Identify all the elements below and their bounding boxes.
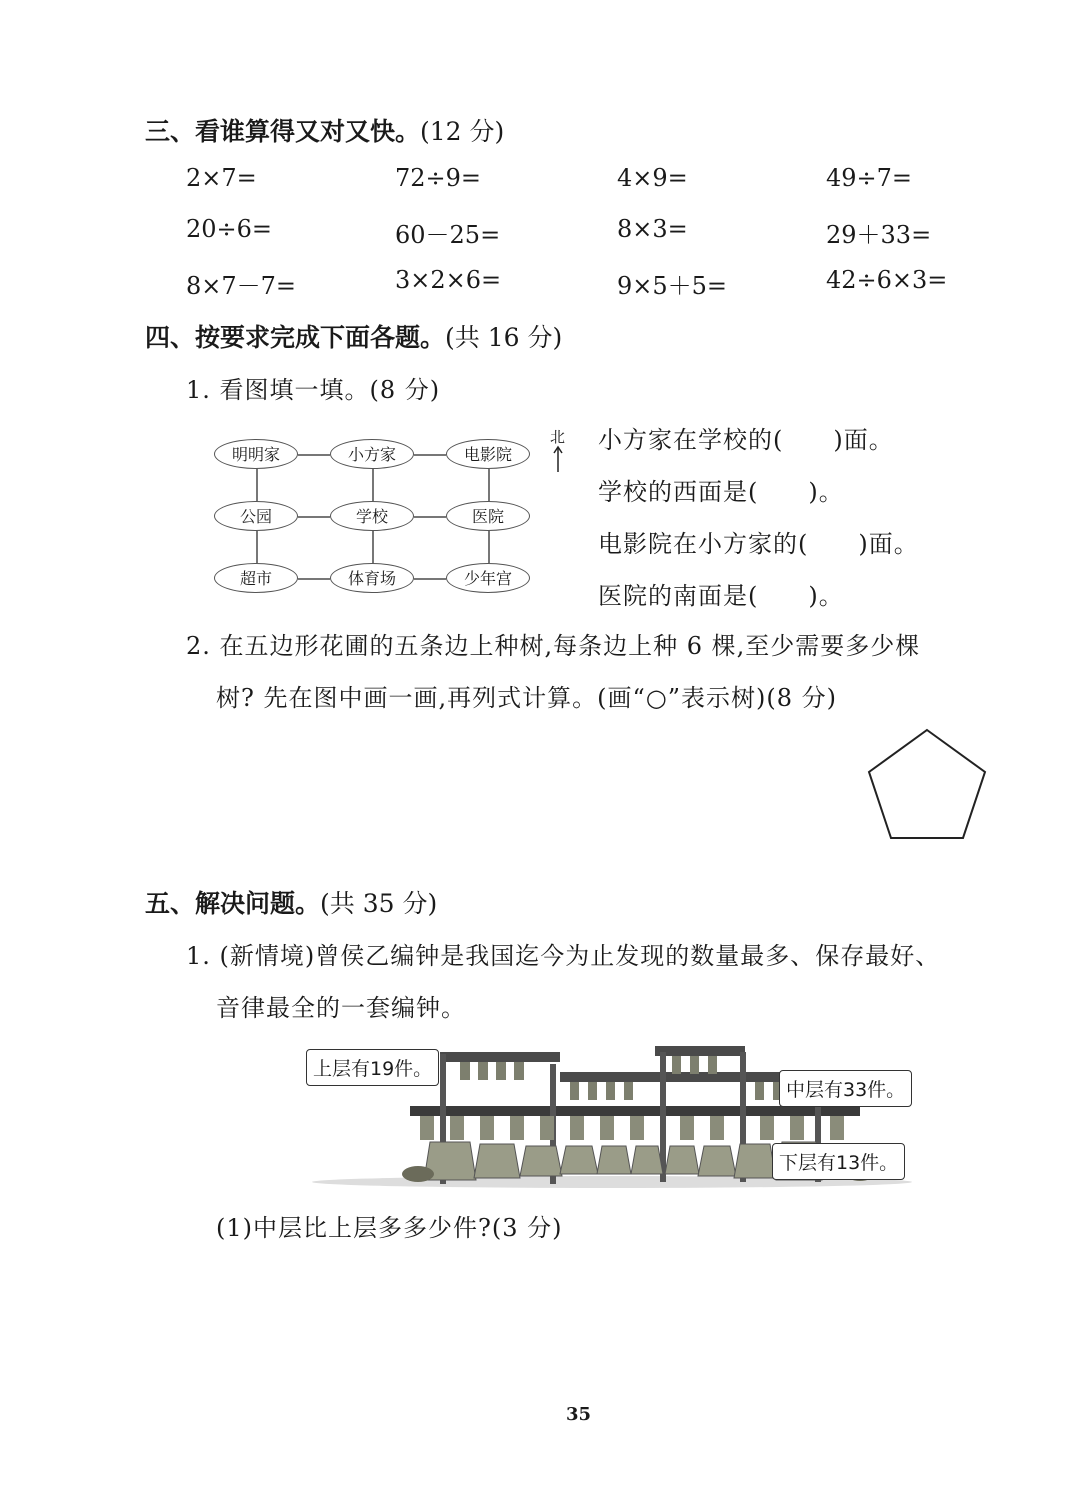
pentagon-garden xyxy=(862,724,992,844)
section-3-title: 三、看谁算得又对又快。 xyxy=(145,117,421,146)
calc-item: 42÷6×3= xyxy=(826,266,948,294)
map-connector xyxy=(298,454,330,456)
north-arrow-icon xyxy=(552,445,564,473)
question-4-2-line-1: 2. 在五边形花圃的五条边上种树,每条边上种 6 棵,至少需要多少棵 xyxy=(186,632,921,660)
fill-blank: 小方家在学校的( )面。 xyxy=(598,426,894,454)
map-node-mingming-home: 明明家 xyxy=(214,439,298,469)
map-connector xyxy=(256,469,258,501)
calc-item: 3×2×6= xyxy=(395,266,502,294)
fill-blank: 学校的西面是( )。 xyxy=(598,478,844,506)
map-connector xyxy=(414,578,446,580)
question-4-2-line-2: 树? 先在图中画一画,再列式计算。(画“○”表示树)(8 分) xyxy=(216,684,837,712)
calc-item: 4×9= xyxy=(617,164,688,192)
map-connector xyxy=(298,516,330,518)
callout-middle-layer: 中层有33件。 xyxy=(779,1070,912,1107)
calc-item: 72÷9= xyxy=(395,164,482,192)
map-connector xyxy=(488,531,490,563)
map-node-stadium: 体育场 xyxy=(330,563,414,593)
map-connector xyxy=(372,469,374,501)
map-node-supermarket: 超市 xyxy=(214,563,298,593)
calc-item: 60－25= xyxy=(395,221,501,249)
calc-item: 9×5＋5= xyxy=(617,272,728,300)
calc-item: 8×7－7= xyxy=(186,272,297,300)
section-5-title: 五、解决问题。 xyxy=(145,889,321,918)
map-connector xyxy=(414,516,446,518)
map-connector xyxy=(256,531,258,563)
question-5-1-line-1: 1. (新情境)曾侯乙编钟是我国迄今为止发现的数量最多、保存最好、 xyxy=(186,942,941,970)
callout-top-layer: 上层有19件。 xyxy=(306,1049,439,1086)
map-connector xyxy=(372,531,374,563)
section-3-score: (12 分) xyxy=(420,117,505,146)
map-node-park: 公园 xyxy=(214,501,298,531)
fill-blank: 电影院在小方家的( )面。 xyxy=(598,530,919,558)
map-node-cinema: 电影院 xyxy=(446,439,530,469)
callout-bottom-layer: 下层有13件。 xyxy=(772,1143,905,1180)
map-connector xyxy=(414,454,446,456)
fill-blank: 医院的南面是( )。 xyxy=(598,582,844,610)
map-node-school: 学校 xyxy=(330,501,414,531)
map-node-hospital: 医院 xyxy=(446,501,530,531)
map-connector xyxy=(488,469,490,501)
calc-item: 20÷6= xyxy=(186,215,273,243)
map-node-youth-palace: 少年宫 xyxy=(446,563,530,593)
section-4-heading xyxy=(145,318,562,354)
question-5-1-line-2: 音律最全的一套编钟。 xyxy=(216,994,466,1022)
question-5-1-sub-1: (1)中层比上层多多少件?(3 分) xyxy=(216,1214,563,1242)
calc-item: 29＋33= xyxy=(826,221,932,249)
map-node-xiaofang-home: 小方家 xyxy=(330,439,414,469)
map-connector xyxy=(298,578,330,580)
section-3-heading xyxy=(145,112,504,148)
section-4-score: (共 16 分) xyxy=(445,323,563,352)
question-4-1-title: 1. 看图填一填。(8 分) xyxy=(186,376,441,404)
section-5-heading xyxy=(145,884,437,920)
section-4-title: 四、按要求完成下面各题。 xyxy=(145,323,446,352)
north-label: 北 xyxy=(550,428,566,446)
calc-item: 2×7= xyxy=(186,164,257,192)
calc-item: 8×3= xyxy=(617,215,688,243)
page-number: 35 xyxy=(566,1404,592,1425)
section-5-score: (共 35 分) xyxy=(320,889,438,918)
calc-item: 49÷7= xyxy=(826,164,913,192)
